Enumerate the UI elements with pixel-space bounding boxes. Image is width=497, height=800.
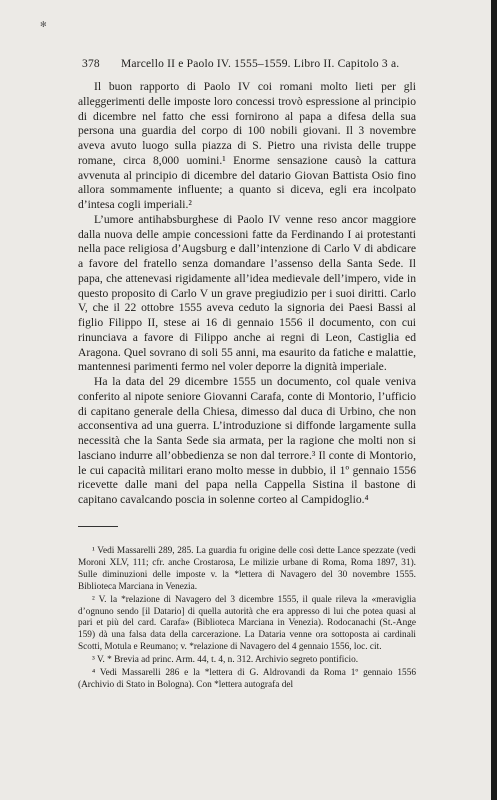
paragraph-3: Ha la data del 29 dicembre 1555 un documento, col quale veniva conferito al nipote seniore Giovanni Carafa, conte di Montorio, l’ufficio di capitano generale della Chiesa, dimesso dal duca di Urbino, che non acconsentiva ad una guerra. L’introduzione si diffonde largamente sulla necessità che la Santa Sede sia armata, per la ragione che molti non si lasciano indurre all’obbedienza se non dal terrore.³ Il conte di Montorio, le cui capacità militari erano molto messe in dubbio, il 1º gennaio 1556 ricevette dalle mani del papa nella Cappella Sistina il bastone di capitano cavalcando poscia in solenne corteo al Campidoglio.⁴ <box>78 375 416 506</box>
footnote-4: ⁴ Vedi Massarelli 286 e la *lettera di G. Aldrovandi da Roma 1º gennaio 1556 (Archivio di Stato in Bologna). Con *lettera autografa del <box>78 668 416 690</box>
paragraph-2: L’umore antihabsburghese di Paolo IV venne reso ancor maggiore dalla nuova delle ampie concessioni fatte da Ferdinando I ai protestanti nella pace religiosa d’Augsburg e dall’intenzione di Carlo V di abdicare a favore del fratello senza domandare l’assenso della Santa Sede. Il papa, che attenevasi rigidamente all’idea medievale dell’impero, vide in questo proposito di Carlo V un grave pregiudizio per i suoi diritti. Carlo V, che il 22 ottobre 1555 aveva ceduto la signoria dei Paesi Bassi al figlio Filippo II, stese ai 16 di gennaio 1556 il documento, con cui rinunciava a favore di Filippo anche ai regni di Leon, Castiglia ed Aragona. Quel sovrano di soli 55 anni, ma esaurito da fatiche e malattie, mantennesi parimenti fermo nel voler deporre la dignità imperiale. <box>78 212 416 374</box>
footnote-1: ¹ Vedi Massarelli 289, 285. La guardia fu origine delle così dette Lance spezzate (vedi Moroni XLV, 111; cfr. anche Crostarosa, Le milizie urbane di Roma, Roma 1897, 31). Sulle diminuzioni delle imposte v. la *lettera di Navagero del 30 novembre 1555. Biblioteca Marciana in Venezia. <box>78 546 416 592</box>
main-text <box>78 80 416 508</box>
paragraph-1: Il buon rapporto di Paolo IV coi romani molto lieti per gli alleggerimenti delle imposte loro concessi trovò espressione al principio di dicembre nel fatto che essi fornirono al papa a difesa della sua persona una guardia del corpo di 100 nobili giovani. Il 3 novembre aveva avuto luogo sulla piazza di S. Pietro una rivista delle truppe romane, circa 8,000 uomini.¹ Enorme sensazione causò la cattura avvenuta al principio di dicembre del datario Giovan Battista Osio fino allora sommamente influente; a quanto si diceva, egli era incolpato d’intesa cogli imperiali.² <box>78 80 416 211</box>
running-title: Marcello II e Paolo IV. 1555–1559. Libro II. Capitolo 3 a. <box>120 58 400 70</box>
running-header <box>82 58 422 70</box>
corner-mark: ✻ <box>40 20 47 29</box>
footnote-2: ² V. la *relazione di Navagero del 3 dicembre 1555, il quale rileva la «meraviglia d’ognuno sendo [il Datario] di quella autorità che era appresso di lui che potea quasi al pari et più del card. Carafa» (Biblioteca Marciana in Venezia). Rodocanachi (St.-Ange 159) dà una falsa data della carcerazione. La Dataria venne ora sottoposta ai cardinali Scotti, Motula e Reumano; v. *relazione di Navagero del 4 gennaio 1556, loc. cit. <box>78 594 416 653</box>
footnote-divider <box>78 526 118 527</box>
footnotes <box>78 546 416 693</box>
footnote-3: ³ V. * Brevia ad princ. Arm. 44, t. 4, n. 312. Archivio segreto pontificio. <box>92 655 359 666</box>
page-number: 378 <box>82 58 100 70</box>
